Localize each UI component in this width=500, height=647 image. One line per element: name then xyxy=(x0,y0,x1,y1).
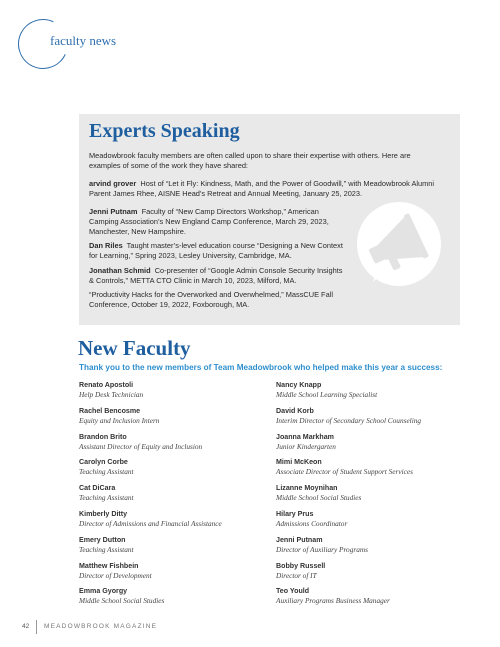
faculty-role: Teaching Assistant xyxy=(79,467,134,477)
faculty-list-right xyxy=(276,381,461,613)
faculty-member xyxy=(79,562,264,588)
faculty-member xyxy=(276,536,461,562)
faculty-member xyxy=(276,433,461,459)
faculty-role: Junior Kindergarten xyxy=(276,441,336,451)
faculty-member xyxy=(276,407,461,433)
expert-entry: Jenni Putnam Faculty of “New Camp Directors Workshop,” American Camping Association’s New England Camp Conference, March 29, 2023, Manchester, New Hampshire. xyxy=(89,207,329,236)
faculty-member xyxy=(276,587,461,613)
faculty-role: Middle School Learning Specialist xyxy=(276,390,378,399)
page-number: 42 xyxy=(22,623,30,630)
faculty-name: Emery Dutton xyxy=(79,535,126,544)
faculty-name: Kimberly Ditty xyxy=(79,509,128,518)
experts-speaking-box xyxy=(79,114,460,325)
faculty-role: Assistant Director of Equity and Inclusion xyxy=(79,441,203,451)
faculty-member xyxy=(276,562,461,588)
megaphone-icon xyxy=(349,196,449,296)
faculty-role: Admissions Coordinator xyxy=(276,518,348,528)
footer-divider xyxy=(36,620,37,634)
faculty-role: Associate Director of Student Support Services xyxy=(276,467,413,477)
faculty-role: Interim Director of Secondary School Counseling xyxy=(276,415,422,425)
faculty-member xyxy=(79,510,264,536)
faculty-role: Director of Auxiliary Programs xyxy=(276,544,368,554)
faculty-member xyxy=(276,381,461,407)
faculty-name: Emma Gyorgy xyxy=(79,587,128,596)
faculty-role: Director of Admissions and Financial Assistance xyxy=(79,518,222,528)
faculty-role: Teaching Assistant xyxy=(79,544,134,554)
faculty-member xyxy=(79,484,264,510)
new-faculty-title: New Faculty xyxy=(78,336,191,360)
faculty-name: Cat DiCara xyxy=(79,484,116,493)
faculty-member xyxy=(79,587,264,613)
faculty-role: Middle School Social Studies xyxy=(276,493,362,503)
faculty-name: Matthew Fishbein xyxy=(79,561,139,570)
new-faculty-subtitle: Thank you to the new members of Team Meadowbrook who helped make this year a success: xyxy=(79,363,443,372)
faculty-name: Mimi McKeon xyxy=(276,458,322,467)
faculty-role: Teaching Assistant xyxy=(79,493,134,503)
faculty-role: Auxiliary Programs Business Manager xyxy=(276,596,390,606)
faculty-name: Renato Apostoli xyxy=(79,381,134,389)
faculty-name: Carolyn Corbe xyxy=(79,458,128,467)
experts-intro: Meadowbrook faculty members are often called upon to share their expertise with others. Here are examples of some of the work they have shared: xyxy=(89,151,411,170)
experts-title: Experts Speaking xyxy=(89,120,240,142)
faculty-member xyxy=(276,484,461,510)
faculty-member xyxy=(79,458,264,484)
section-label: faculty news xyxy=(50,33,117,48)
faculty-name: Nancy Knapp xyxy=(276,381,322,389)
expert-entry: Jonathan Schmid Co-presenter of “Google Admin Console Security Insights & Controls,” METTA CTO Clinic in March 10, 2023, Milford, MA. xyxy=(89,266,343,285)
magazine-name: MEADOWBROOK MAGAZINE xyxy=(44,623,158,630)
faculty-name: Lizanne Moynihan xyxy=(276,484,338,493)
faculty-member xyxy=(79,536,264,562)
faculty-name: Bobby Russell xyxy=(276,561,326,570)
faculty-name: Hilary Prus xyxy=(276,509,314,518)
faculty-name: David Korb xyxy=(276,406,314,415)
faculty-name: Brandon Brito xyxy=(79,432,127,441)
faculty-role: Director of Development xyxy=(79,570,152,580)
faculty-member xyxy=(276,458,461,484)
faculty-role: Help Desk Technician xyxy=(79,390,144,399)
faculty-member xyxy=(79,381,264,407)
faculty-name: Rachel Bencosme xyxy=(79,406,141,415)
faculty-member xyxy=(79,407,264,433)
expert-entry: arvind grover Host of “Let it Fly: Kindness, Math, and the Power of Goodwill,” with Meadowbrook Alumni Parent James Rhee, AISNE Head’s Retreat and Annual Meeting, January 25, 2023. xyxy=(89,179,435,198)
expert-entry: Dan Riles Taught master’s-level education course “Designing a New Context for Learning,” Spring 2023, Lesley University, Cambridge, MA. xyxy=(89,241,343,260)
faculty-role: Middle School Social Studies xyxy=(79,596,165,606)
expert-entry: “Productivity Hacks for the Overworked and Overwhelmed,” MassCUE Fall Conference, October 19, 2022, Foxborough, MA. xyxy=(89,290,333,309)
faculty-list-left xyxy=(79,381,264,613)
faculty-member xyxy=(79,433,264,459)
faculty-role: Director of IT xyxy=(276,570,317,580)
faculty-role: Equity and Inclusion Intern xyxy=(79,415,160,425)
faculty-member xyxy=(276,510,461,536)
faculty-name: Jenni Putnam xyxy=(276,535,323,544)
faculty-name: Teo Yould xyxy=(276,587,310,596)
faculty-name: Joanna Markham xyxy=(276,432,334,441)
